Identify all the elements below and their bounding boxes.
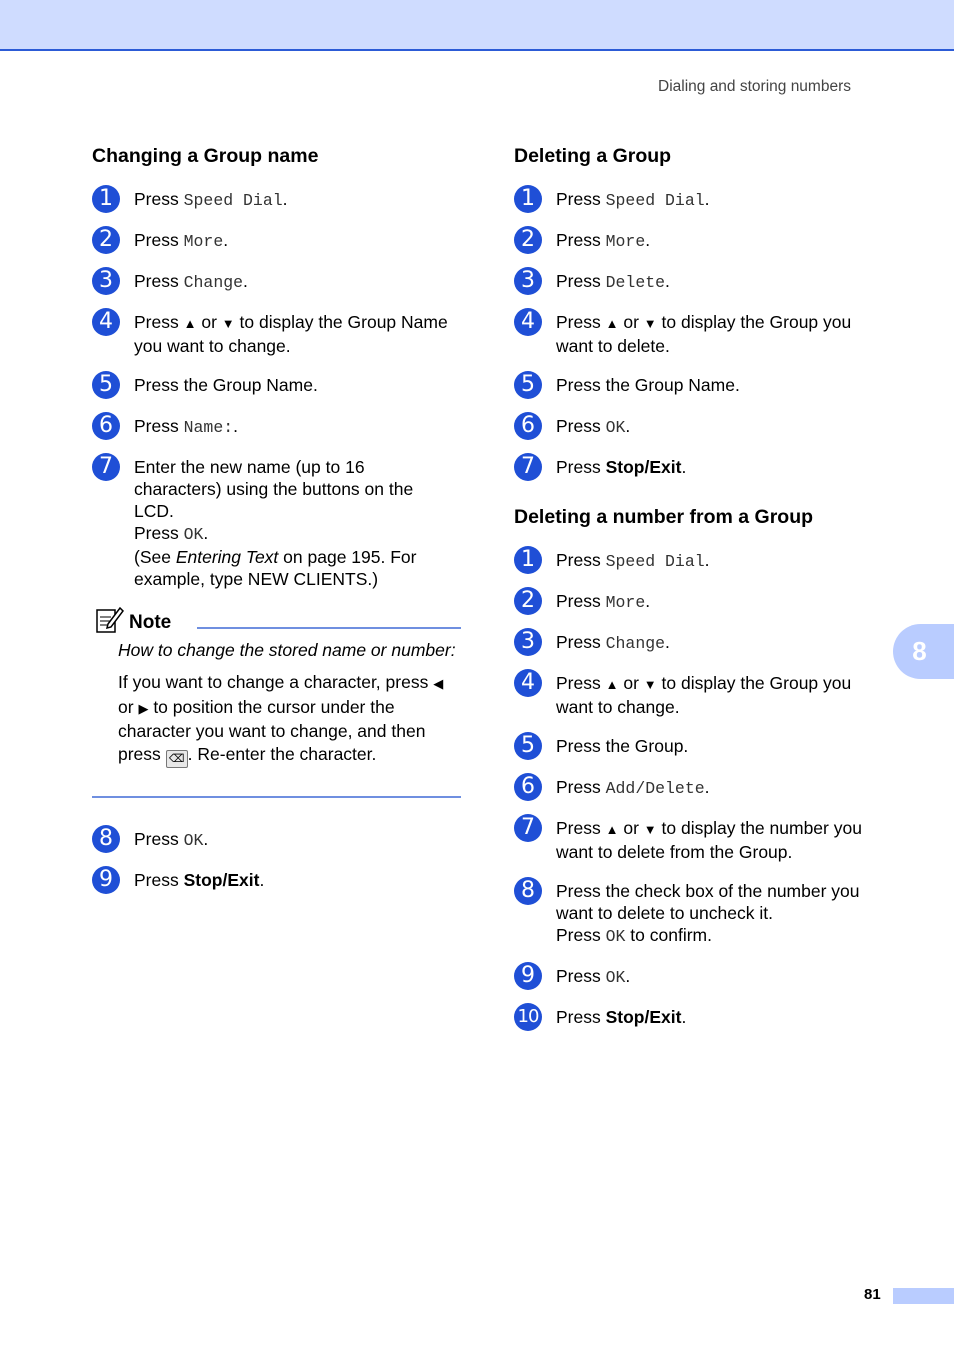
step-number-badge: 8	[92, 825, 120, 853]
step-number-badge: 5	[92, 371, 120, 399]
step-2: 2 Press More.	[92, 229, 228, 253]
step-3: 3 Press Delete.	[514, 270, 670, 294]
right-arrow-icon: ▶	[138, 700, 149, 716]
page-number-bar	[893, 1288, 954, 1304]
step-2: 2 Press More.	[514, 590, 650, 614]
step-5: 5 Press the Group.	[514, 735, 688, 757]
step-6: 6 Press Name:.	[92, 415, 238, 439]
note-pencil-icon	[94, 604, 124, 634]
chapter-tab: 8	[893, 624, 954, 679]
step-number-badge: 1	[92, 185, 120, 213]
up-arrow-icon: ▲	[183, 316, 197, 331]
step-3: 3 Press Change.	[514, 631, 670, 655]
step-number-badge: 5	[514, 732, 542, 760]
down-arrow-icon: ▼	[221, 316, 235, 331]
left-arrow-icon: ◀	[433, 676, 444, 691]
step-4: 4 Press ▲ or ▼ to display the Group you want to delete.	[514, 311, 886, 357]
step-number-badge: 9	[514, 962, 542, 990]
step-5: 5 Press the Group Name.	[92, 374, 318, 396]
step-number-badge: 4	[514, 308, 542, 336]
step-7: 7 Enter the new name (up to 16 characters) using the buttons on the LCD. Press OK. (See Entering Text on page 195. For example, type NEW CLIENTS.)	[92, 456, 454, 590]
step-number-badge: 1	[514, 546, 542, 574]
step-number-badge: 3	[92, 267, 120, 295]
note-text: If you want to change a character, press ◀ or ▶ to position the cursor under the character you want to change, and then press ⌫ . Re-enter the character.	[118, 671, 461, 768]
step-9: 9 Press Stop/Exit.	[92, 869, 264, 891]
step-6: 6 Press Add/Delete.	[514, 776, 710, 800]
step-number-badge: 2	[514, 226, 542, 254]
step-1: 1 Press Speed Dial.	[92, 188, 288, 212]
up-arrow-icon: ▲	[605, 677, 619, 692]
note-body	[92, 639, 461, 768]
step-7: 7 Press ▲ or ▼ to display the number you want to delete from the Group.	[514, 817, 896, 863]
step-1: 1 Press Speed Dial.	[514, 188, 710, 212]
step-number-badge: 3	[514, 267, 542, 295]
backspace-icon: ⌫	[166, 750, 188, 768]
step-number-badge: 7	[514, 453, 542, 481]
step-number-badge: 9	[92, 866, 120, 894]
step-4: 4 Press ▲ or ▼ to display the Group you want to change.	[514, 672, 886, 718]
step-number-badge: 1	[514, 185, 542, 213]
step-number-badge: 6	[514, 412, 542, 440]
note-box	[92, 604, 461, 768]
step-4: 4 Press ▲ or ▼ to display the Group Name you want to change.	[92, 311, 472, 357]
step-number-badge: 5	[514, 371, 542, 399]
step-7: 7 Press Stop/Exit.	[514, 456, 686, 478]
down-arrow-icon: ▼	[643, 677, 657, 692]
step-8: 8 Press the check box of the number you want to delete to uncheck it. Press OK to confirm.	[514, 880, 896, 948]
step-9: 9 Press OK.	[514, 965, 630, 989]
up-arrow-icon: ▲	[605, 822, 619, 837]
step-1: 1 Press Speed Dial.	[514, 549, 710, 573]
note-header	[92, 604, 461, 634]
step-5: 5 Press the Group Name.	[514, 374, 740, 396]
top-color-band	[0, 0, 954, 51]
step-number-badge: 3	[514, 628, 542, 656]
step-number-badge: 6	[514, 773, 542, 801]
step-number-badge: 2	[514, 587, 542, 615]
step-number-badge: 10	[514, 1003, 542, 1031]
step-number-badge: 8	[514, 877, 542, 905]
step-number-badge: 7	[92, 453, 120, 481]
up-arrow-icon: ▲	[605, 316, 619, 331]
down-arrow-icon: ▼	[643, 316, 657, 331]
note-divider	[197, 627, 461, 629]
section-title-changing-group-name: Changing a Group name	[92, 145, 319, 167]
note-subtitle: How to change the stored name or number:	[118, 640, 456, 660]
step-6: 6 Press OK.	[514, 415, 630, 439]
step-10: 10 Press Stop/Exit.	[514, 1006, 686, 1028]
section-title-deleting-number: Deleting a number from a Group	[514, 506, 814, 528]
step-2: 2 Press More.	[514, 229, 650, 253]
running-head: Dialing and storing numbers	[658, 78, 851, 95]
step-number-badge: 2	[92, 226, 120, 254]
step-number-badge: 4	[514, 669, 542, 697]
step-3: 3 Press Change.	[92, 270, 248, 294]
note-bottom-rule	[92, 796, 461, 798]
note-title: Note	[129, 612, 172, 633]
step-number-badge: 6	[92, 412, 120, 440]
step-8: 8 Press OK.	[92, 828, 208, 852]
section-title-deleting-group: Deleting a Group	[514, 145, 672, 167]
step-number-badge: 4	[92, 308, 120, 336]
step-number-badge: 7	[514, 814, 542, 842]
down-arrow-icon: ▼	[643, 822, 657, 837]
right-column	[514, 144, 894, 1027]
page-number: 81	[864, 1286, 881, 1303]
